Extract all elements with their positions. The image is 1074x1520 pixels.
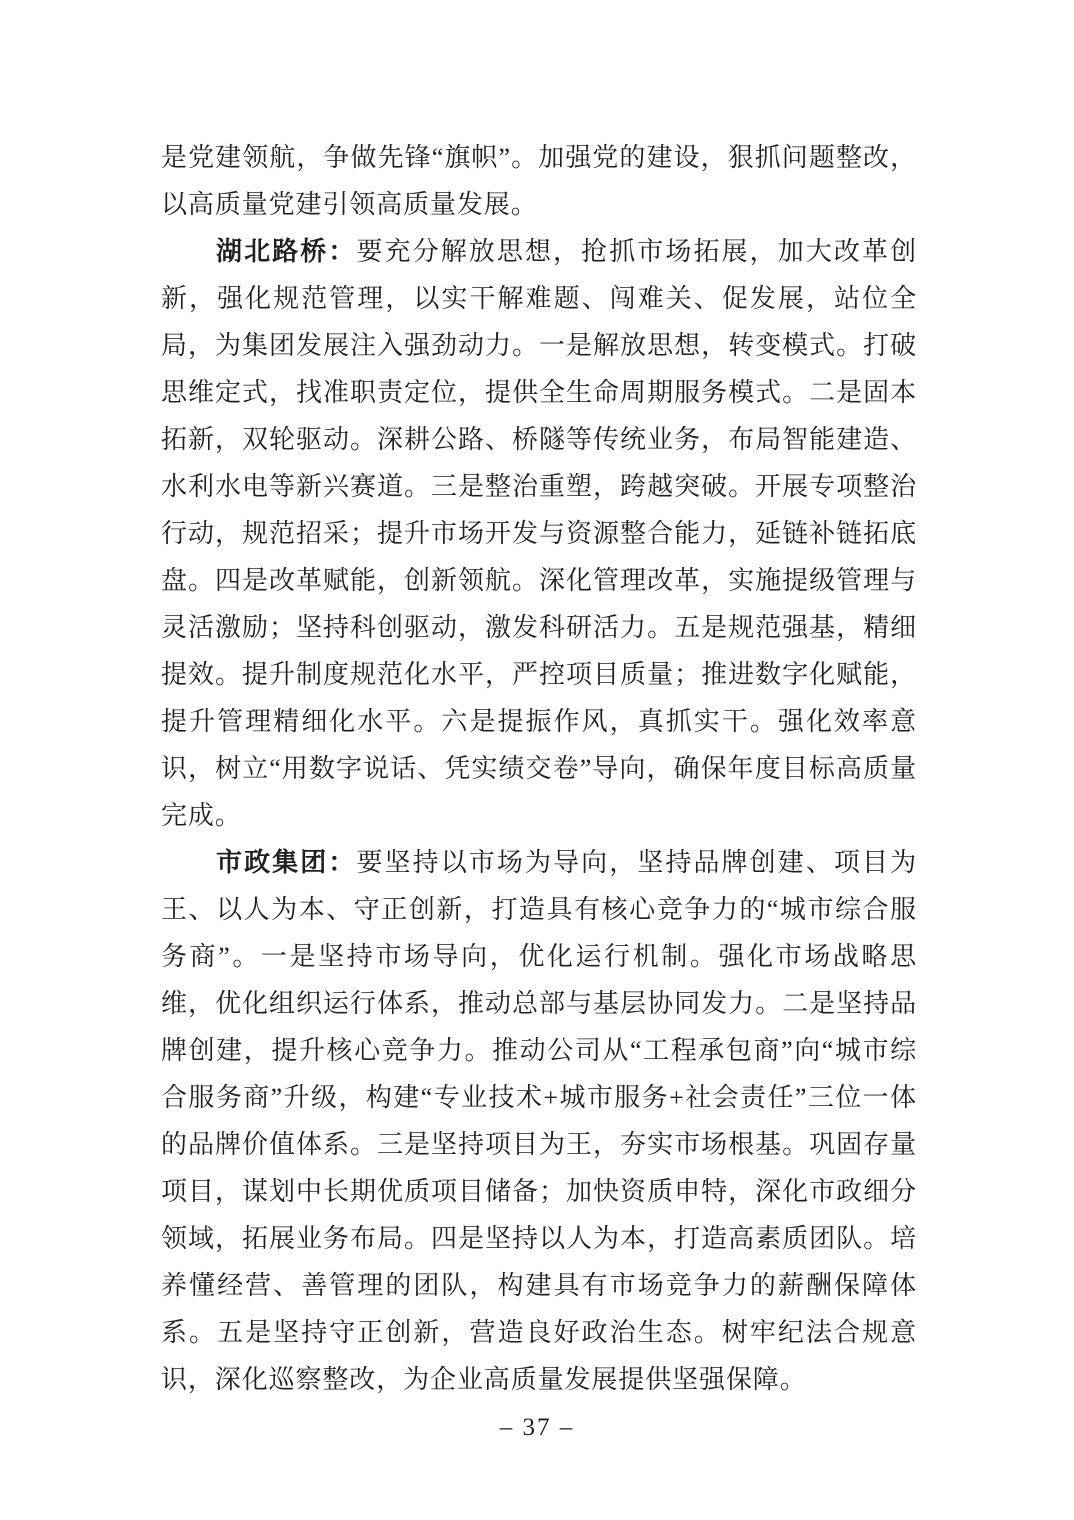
page-number: – 37 – (499, 1414, 575, 1441)
paragraph-text: 要充分解放思想，抢抓市场拓展，加大改革创新，强化规范管理，以实干解难题、闯难关、促发展，站位全局，为集团发展注入强劲动力。一是解放思想，转变模式。打破思维定式，找准职责定位，提供全生命周期服务模式。二是固本拓新，双轮驱动。深耕公路、桥隧等传统业务，布局智能建造、水利水电等新兴赛道。三是整治重塑，跨越突破。开展专项整治行动，规范招采；提升市场开发与资源整合能力，延链补链拓底盘。四是改革赋能，创新领航。深化管理改革，实施提级管理与灵活激励；坚持科创驱动，激发科研活力。五是规范强基，精细提效。提升制度规范化水平，严控项目质量；推进数字化赋能，提升管理精细化水平。六是提振作风，真抓实干。强化效率意识，树立“用数字说话、凭实绩交卷”导向，确保年度目标高质量完成。 (161, 237, 917, 830)
paragraph-party-building-continuation (161, 134, 917, 228)
paragraph-lead: 市政集团： (216, 848, 357, 877)
paragraph-text: 要坚持以市场为导向，坚持品牌创建、项目为王、以人为本、守正创新，打造具有核心竞争力的“城市综合服务商”。一是坚持市场导向，优化运行机制。强化市场战略思维，优化组织运行体系，推动总部与基层协同发力。二是坚持品牌创建，提升核心竞争力。推动公司从“工程承包商”向“城市综合服务商”升级，构建“专业技术+城市服务+社会责任”三位一体的品牌价值体系。三是坚持项目为王，夯实市场根基。巩固存量项目，谋划中长期优质项目储备；加快资质申特，深化市政细分领域，拓展业务布局。四是坚持以人为本，打造高素质团队。培养懂经营、善管理的团队，构建具有市场竞争力的薪酬保障体系。五是坚持守正创新，营造良好政治生态。树牢纪法合规意识，深化巡察整改，为企业高质量发展提供坚强保障。 (161, 848, 917, 1394)
paragraph-text: 是党建领航，争做先锋“旗帜”。加强党的建设，狠抓问题整改，以高质量党建引领高质量发展。 (161, 143, 917, 219)
paragraph-hubei-roadbridge (161, 228, 917, 839)
document-body (161, 134, 917, 1403)
paragraph-municipal-group (161, 839, 917, 1403)
paragraph-lead: 湖北路桥： (216, 237, 357, 266)
